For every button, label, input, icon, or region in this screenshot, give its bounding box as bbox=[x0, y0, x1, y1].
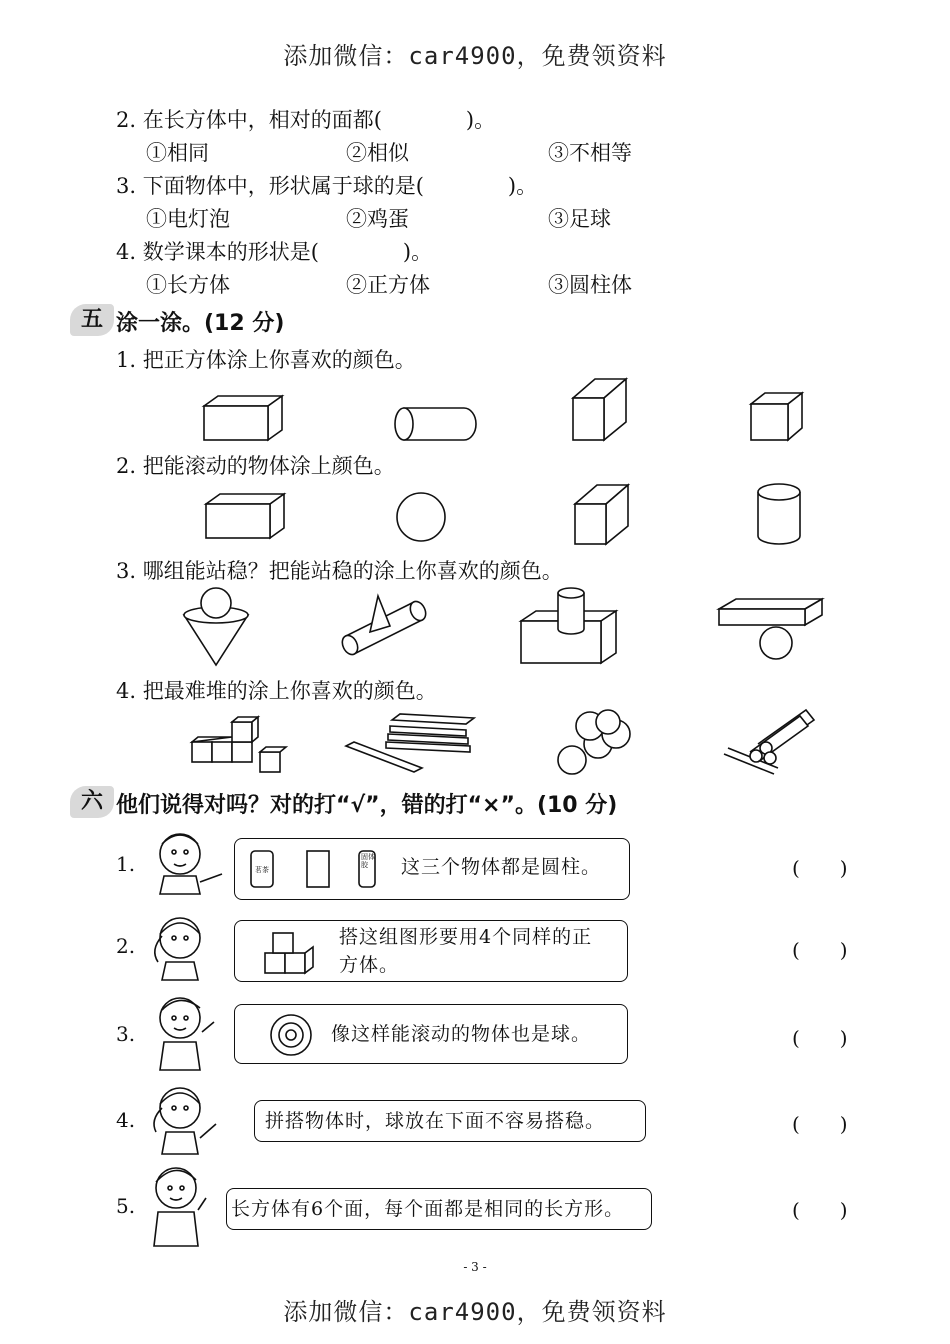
section-5-item-3: 3. 哪组能站稳？把能站稳的涂上你喜欢的颜色。 bbox=[116, 559, 563, 583]
section-5-item-4: 4. 把最难堆的涂上你喜欢的颜色。 bbox=[116, 679, 437, 703]
glue-label: 固体胶 bbox=[361, 853, 375, 869]
watermark-bottom: 添加微信：car4900，免费领资料 bbox=[283, 1298, 667, 1326]
cuboid-tall-shape[interactable] bbox=[572, 482, 634, 548]
cuboid-tall-shape[interactable] bbox=[570, 376, 632, 444]
section-5-item-2: 2. 把能滚动的物体涂上颜色。 bbox=[116, 454, 395, 478]
tea-label: 茗茶 bbox=[255, 866, 269, 874]
sphere-shape[interactable] bbox=[394, 490, 448, 544]
option: ②正方体 bbox=[346, 273, 430, 297]
statement-text: 拼搭物体时，球放在下面不容易搭稳。 bbox=[265, 1110, 606, 1132]
cube-stack-shape[interactable] bbox=[188, 714, 288, 776]
page-number: - 3 - bbox=[463, 1260, 487, 1274]
section-6-title: 他们说得对吗？对的打“√”，错的打“×”。(10 分) bbox=[116, 793, 618, 818]
item-number: 3. bbox=[116, 1022, 136, 1046]
cuboid-shape[interactable] bbox=[200, 392, 290, 444]
balls-shape[interactable] bbox=[554, 708, 636, 778]
cuboid-shape[interactable] bbox=[202, 490, 292, 542]
girl-avatar-icon bbox=[144, 910, 224, 982]
answer-blank[interactable]: ( ) bbox=[792, 1026, 848, 1050]
cylinder-on-cuboid-shape[interactable] bbox=[518, 585, 620, 667]
item-number: 1. bbox=[116, 852, 136, 876]
statement-text: 长方体有6个面，每个面都是相同的长方形。 bbox=[231, 1198, 625, 1220]
answer-blank[interactable]: ( ) bbox=[792, 1198, 848, 1222]
item-number: 5. bbox=[116, 1194, 136, 1218]
section-6-badge: 六 bbox=[70, 786, 114, 818]
option: ③圆柱体 bbox=[548, 273, 632, 297]
cuboid-on-sphere-shape[interactable] bbox=[716, 597, 826, 663]
sphere-on-cone-shape[interactable] bbox=[180, 585, 252, 667]
option: ③不相等 bbox=[548, 141, 632, 165]
boy-avatar-icon bbox=[144, 992, 224, 1072]
section-5-item-1: 1. 把正方体涂上你喜欢的颜色。 bbox=[116, 348, 416, 372]
answer-blank[interactable]: ( ) bbox=[792, 938, 848, 962]
boy-avatar-icon bbox=[140, 1162, 220, 1248]
speech-bubble bbox=[226, 1188, 652, 1230]
statement-text: 搭这组图形要用4个同样的正方体。 bbox=[339, 926, 593, 976]
girl-avatar-icon bbox=[140, 1080, 226, 1156]
statement-text: 像这样能滚动的物体也是球。 bbox=[331, 1023, 592, 1045]
option: ②相似 bbox=[346, 141, 409, 165]
cubes-icon bbox=[261, 927, 319, 977]
boy-avatar-icon bbox=[140, 826, 226, 896]
answer-blank[interactable]: ( ) bbox=[792, 856, 848, 880]
section-5-badge: 五 bbox=[70, 304, 114, 336]
option: ①电灯泡 bbox=[146, 207, 230, 231]
item-number: 4. bbox=[116, 1108, 136, 1132]
cylinder-upright-shape[interactable] bbox=[754, 482, 804, 548]
cylinder-shape[interactable] bbox=[392, 404, 482, 444]
question-4-3: 3. 下面物体中，形状属于球的是( )。 bbox=[116, 174, 538, 198]
speech-bubble bbox=[254, 1100, 646, 1142]
option: ③足球 bbox=[548, 207, 611, 231]
question-4-2: 2. 在长方体中，相对的面都( )。 bbox=[116, 108, 496, 132]
cube-shape[interactable] bbox=[748, 390, 806, 444]
answer-blank[interactable]: ( ) bbox=[792, 1112, 848, 1136]
option: ①相同 bbox=[146, 141, 209, 165]
watermark-top: 添加微信：car4900，免费领资料 bbox=[283, 42, 667, 70]
option: ②鸡蛋 bbox=[346, 207, 409, 231]
cone-on-cylinder-shape[interactable] bbox=[334, 588, 434, 658]
boards-shape[interactable] bbox=[342, 712, 482, 776]
option: ①长方体 bbox=[146, 273, 230, 297]
item-number: 2. bbox=[116, 934, 136, 958]
section-5-title: 涂一涂。(12 分) bbox=[116, 311, 285, 336]
question-4-4: 4. 数学课本的形状是( )。 bbox=[116, 240, 433, 264]
speech-bubble bbox=[234, 920, 628, 982]
speech-bubble bbox=[234, 1004, 628, 1064]
tire-icon bbox=[269, 1013, 313, 1057]
sticks-shape[interactable] bbox=[718, 704, 818, 778]
speech-bubble bbox=[234, 838, 630, 900]
statement-text: 这三个物体都是圆柱。 bbox=[401, 856, 602, 878]
